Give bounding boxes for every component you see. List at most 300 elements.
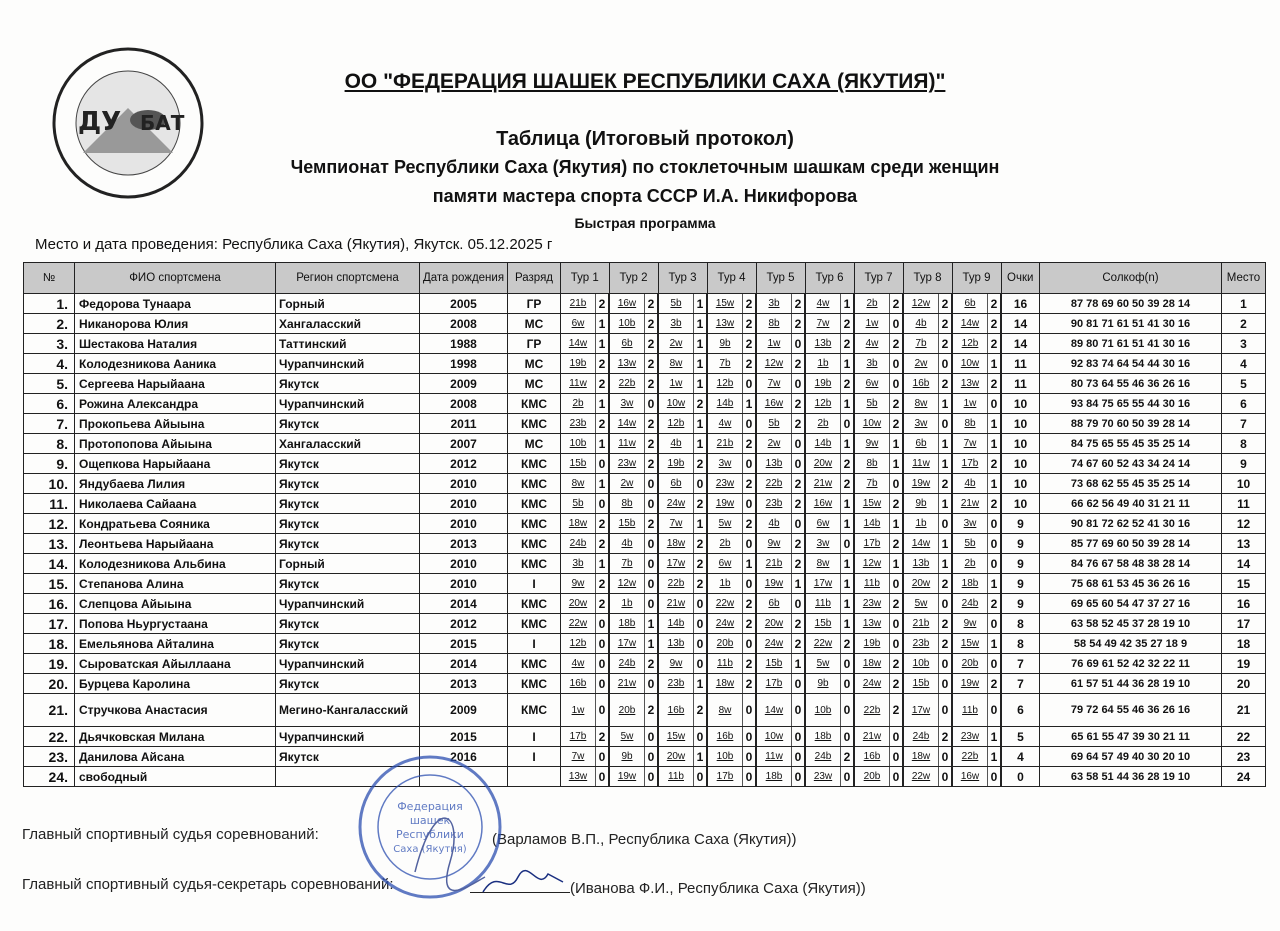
round-points: 2 bbox=[792, 534, 806, 554]
round-opponent: 1b bbox=[805, 354, 841, 374]
birth-year: 1988 bbox=[420, 334, 508, 354]
final-place: 16 bbox=[1222, 594, 1266, 614]
total-points: 14 bbox=[1001, 334, 1040, 354]
player-rank: КМС bbox=[508, 554, 561, 574]
table-row bbox=[24, 314, 1266, 334]
round-opponent: 14b bbox=[854, 514, 890, 534]
round-points: 2 bbox=[743, 674, 757, 694]
player-rank: КМС bbox=[508, 674, 561, 694]
round-points: 2 bbox=[743, 474, 757, 494]
player-number: 2. bbox=[24, 314, 75, 334]
round-opponent: 5w bbox=[707, 514, 743, 534]
player-name: Колодезникова Альбина bbox=[75, 554, 276, 574]
final-place: 14 bbox=[1222, 554, 1266, 574]
round-opponent: 22b bbox=[609, 374, 645, 394]
round-points: 2 bbox=[596, 574, 610, 594]
table-row bbox=[24, 554, 1266, 574]
round-points: 0 bbox=[645, 767, 659, 787]
round-points: 0 bbox=[890, 314, 904, 334]
player-region: Якутск bbox=[276, 514, 420, 534]
round-points: 0 bbox=[890, 354, 904, 374]
player-region: Якутск bbox=[276, 374, 420, 394]
player-number: 20. bbox=[24, 674, 75, 694]
player-region: Якутск bbox=[276, 474, 420, 494]
round-opponent: 19w bbox=[756, 574, 792, 594]
round-opponent: 8b bbox=[756, 314, 792, 334]
round-points: 2 bbox=[890, 594, 904, 614]
round-points: 0 bbox=[792, 727, 806, 747]
table-row bbox=[24, 474, 1266, 494]
round-points: 2 bbox=[939, 474, 953, 494]
round-opponent: 1w bbox=[658, 374, 694, 394]
column-header: Место bbox=[1222, 263, 1266, 294]
round-points: 0 bbox=[841, 414, 855, 434]
round-opponent: 2w bbox=[903, 354, 939, 374]
round-opponent: 3b bbox=[854, 354, 890, 374]
svg-text:Федерация: Федерация bbox=[397, 800, 463, 813]
round-points: 2 bbox=[939, 634, 953, 654]
round-opponent: 13b bbox=[756, 454, 792, 474]
round-points: 0 bbox=[645, 747, 659, 767]
championship-title: Чемпионат Республики Саха (Якутия) по стоклеточным шашкам среди женщин bbox=[290, 157, 1000, 177]
player-region: Хангаласский bbox=[276, 434, 420, 454]
round-points: 2 bbox=[645, 374, 659, 394]
round-points: 1 bbox=[792, 654, 806, 674]
total-points: 10 bbox=[1001, 434, 1040, 454]
round-opponent: 15w bbox=[952, 634, 988, 654]
table-row bbox=[24, 654, 1266, 674]
table-row bbox=[24, 294, 1266, 314]
round-points: 1 bbox=[988, 634, 1002, 654]
final-place: 23 bbox=[1222, 747, 1266, 767]
birth-year: 2010 bbox=[420, 574, 508, 594]
round-points: 0 bbox=[694, 634, 708, 654]
round-opponent: 3w bbox=[952, 514, 988, 534]
table-row bbox=[24, 574, 1266, 594]
secretary-signature bbox=[478, 862, 568, 902]
round-points: 1 bbox=[841, 294, 855, 314]
total-points: 7 bbox=[1001, 674, 1040, 694]
player-name: Стручкова Анастасия bbox=[75, 694, 276, 727]
birth-year: 2007 bbox=[420, 434, 508, 454]
round-opponent: 13b bbox=[658, 634, 694, 654]
round-opponent: 23w bbox=[952, 727, 988, 747]
player-rank: МС bbox=[508, 374, 561, 394]
solkoff-score: 93 84 75 65 55 44 30 16 bbox=[1040, 394, 1222, 414]
round-opponent: 10b bbox=[609, 314, 645, 334]
round-points: 2 bbox=[645, 354, 659, 374]
column-header: Тур 5 bbox=[756, 263, 805, 294]
round-points: 1 bbox=[988, 474, 1002, 494]
player-rank: КМС bbox=[508, 614, 561, 634]
round-opponent: 3w bbox=[707, 454, 743, 474]
round-opponent: 23b bbox=[561, 414, 596, 434]
round-opponent: 20b bbox=[609, 694, 645, 727]
round-points: 1 bbox=[841, 394, 855, 414]
round-opponent: 6b bbox=[609, 334, 645, 354]
total-points: 10 bbox=[1001, 394, 1040, 414]
round-points: 1 bbox=[694, 514, 708, 534]
player-name: Яндубаева Лилия bbox=[75, 474, 276, 494]
birth-year: 2013 bbox=[420, 674, 508, 694]
round-opponent: 18b bbox=[805, 727, 841, 747]
round-points: 2 bbox=[694, 494, 708, 514]
round-opponent: 24b bbox=[609, 654, 645, 674]
table-row bbox=[24, 414, 1266, 434]
round-points: 2 bbox=[841, 374, 855, 394]
round-opponent: 12b bbox=[707, 374, 743, 394]
round-points: 0 bbox=[743, 534, 757, 554]
round-points: 0 bbox=[988, 534, 1002, 554]
player-rank: КМС bbox=[508, 414, 561, 434]
player-rank: КМС bbox=[508, 454, 561, 474]
round-points: 1 bbox=[596, 474, 610, 494]
round-opponent: 12w bbox=[756, 354, 792, 374]
venue-date: Место и дата проведения: Республика Саха (Якутия), Якутск. 05.12.2025 г bbox=[35, 236, 553, 253]
round-opponent: 8w bbox=[805, 554, 841, 574]
round-opponent: 11b bbox=[805, 594, 841, 614]
round-points: 1 bbox=[939, 534, 953, 554]
round-points: 2 bbox=[890, 674, 904, 694]
round-opponent: 11w bbox=[609, 434, 645, 454]
round-points: 2 bbox=[596, 414, 610, 434]
round-opponent: 1b bbox=[707, 574, 743, 594]
round-points: 1 bbox=[841, 354, 855, 374]
round-points: 2 bbox=[596, 594, 610, 614]
round-opponent: 11w bbox=[903, 454, 939, 474]
round-points: 0 bbox=[792, 374, 806, 394]
table-row bbox=[24, 727, 1266, 747]
round-opponent: 15b bbox=[609, 514, 645, 534]
player-region: Чурапчинский bbox=[276, 727, 420, 747]
total-points: 11 bbox=[1001, 374, 1040, 394]
round-opponent: 16b bbox=[854, 747, 890, 767]
final-place: 11 bbox=[1222, 494, 1266, 514]
chief-judge-label: Главный спортивный судья соревнований: bbox=[22, 826, 319, 843]
round-points: 2 bbox=[694, 534, 708, 554]
total-points: 10 bbox=[1001, 494, 1040, 514]
round-points: 2 bbox=[988, 674, 1002, 694]
round-opponent: 15b bbox=[561, 454, 596, 474]
round-opponent: 23b bbox=[903, 634, 939, 654]
final-place: 20 bbox=[1222, 674, 1266, 694]
round-points: 0 bbox=[645, 474, 659, 494]
round-opponent: 22b bbox=[854, 694, 890, 727]
round-opponent: 3w bbox=[609, 394, 645, 414]
round-opponent: 7w bbox=[805, 314, 841, 334]
round-opponent: 11b bbox=[854, 574, 890, 594]
solkoff-score: 63 58 52 45 37 28 19 10 bbox=[1040, 614, 1222, 634]
svg-text:Республики: Республики bbox=[396, 828, 464, 841]
table-row bbox=[24, 394, 1266, 414]
round-opponent: 1b bbox=[903, 514, 939, 534]
round-opponent: 22w bbox=[903, 767, 939, 787]
round-points: 2 bbox=[645, 694, 659, 727]
round-points: 1 bbox=[596, 314, 610, 334]
round-points: 2 bbox=[792, 354, 806, 374]
round-opponent: 1w bbox=[952, 394, 988, 414]
round-points: 2 bbox=[890, 494, 904, 514]
column-header: № bbox=[24, 263, 75, 294]
round-points: 1 bbox=[743, 394, 757, 414]
round-opponent: 17b bbox=[952, 454, 988, 474]
player-number: 21. bbox=[24, 694, 75, 727]
round-points: 2 bbox=[988, 594, 1002, 614]
round-opponent: 9w bbox=[952, 614, 988, 634]
round-points: 2 bbox=[792, 554, 806, 574]
player-number: 8. bbox=[24, 434, 75, 454]
round-points: 0 bbox=[596, 454, 610, 474]
round-opponent: 22w bbox=[707, 594, 743, 614]
table-row bbox=[24, 767, 1266, 787]
round-points: 2 bbox=[596, 294, 610, 314]
solkoff-score: 76 69 61 52 42 32 22 11 bbox=[1040, 654, 1222, 674]
final-place: 7 bbox=[1222, 414, 1266, 434]
round-opponent: 21b bbox=[903, 614, 939, 634]
round-opponent: 12w bbox=[903, 294, 939, 314]
round-opponent: 15w bbox=[658, 727, 694, 747]
round-points: 1 bbox=[988, 574, 1002, 594]
round-opponent: 20w bbox=[903, 574, 939, 594]
svg-text:Саха (Якутия): Саха (Якутия) bbox=[393, 844, 467, 855]
round-opponent: 13w bbox=[609, 354, 645, 374]
round-points: 1 bbox=[988, 354, 1002, 374]
player-number: 15. bbox=[24, 574, 75, 594]
round-opponent: 8b bbox=[609, 494, 645, 514]
round-opponent: 14w bbox=[903, 534, 939, 554]
round-opponent: 15b bbox=[805, 614, 841, 634]
round-opponent: 5b bbox=[854, 394, 890, 414]
round-points: 0 bbox=[841, 654, 855, 674]
round-points: 2 bbox=[743, 334, 757, 354]
round-points: 2 bbox=[743, 654, 757, 674]
round-opponent: 15w bbox=[707, 294, 743, 314]
round-points: 0 bbox=[988, 514, 1002, 534]
round-opponent: 21w bbox=[609, 674, 645, 694]
round-opponent: 16b bbox=[561, 674, 596, 694]
round-points: 1 bbox=[694, 314, 708, 334]
round-opponent: 12w bbox=[854, 554, 890, 574]
total-points: 14 bbox=[1001, 314, 1040, 334]
round-opponent: 9b bbox=[903, 494, 939, 514]
player-rank: I bbox=[508, 747, 561, 767]
round-opponent: 23b bbox=[756, 494, 792, 514]
program-label: Быстрая программа bbox=[574, 215, 716, 231]
round-points: 0 bbox=[939, 674, 953, 694]
round-points: 0 bbox=[792, 694, 806, 727]
round-opponent: 20w bbox=[805, 454, 841, 474]
round-opponent: 20b bbox=[952, 654, 988, 674]
round-points: 0 bbox=[743, 694, 757, 727]
round-points: 1 bbox=[596, 334, 610, 354]
round-opponent: 10w bbox=[756, 727, 792, 747]
player-name: Емельянова Айталина bbox=[75, 634, 276, 654]
round-points: 2 bbox=[841, 454, 855, 474]
solkoff-score: 84 76 67 58 48 38 28 14 bbox=[1040, 554, 1222, 574]
total-points: 9 bbox=[1001, 534, 1040, 554]
table-row bbox=[24, 514, 1266, 534]
round-opponent: 7b bbox=[854, 474, 890, 494]
round-points: 0 bbox=[939, 747, 953, 767]
table-row bbox=[24, 454, 1266, 474]
birth-year: 2014 bbox=[420, 594, 508, 614]
solkoff-score: 80 73 64 55 46 36 26 16 bbox=[1040, 374, 1222, 394]
round-points: 0 bbox=[645, 554, 659, 574]
table-row bbox=[24, 354, 1266, 374]
round-points: 0 bbox=[841, 727, 855, 747]
round-points: 1 bbox=[694, 747, 708, 767]
round-opponent: 9w bbox=[854, 434, 890, 454]
round-points: 1 bbox=[890, 554, 904, 574]
round-points: 0 bbox=[743, 574, 757, 594]
total-points: 5 bbox=[1001, 727, 1040, 747]
round-points: 1 bbox=[694, 674, 708, 694]
round-opponent: 21b bbox=[561, 294, 596, 314]
player-rank: КМС bbox=[508, 594, 561, 614]
round-points: 2 bbox=[890, 394, 904, 414]
total-points: 9 bbox=[1001, 514, 1040, 534]
round-opponent: 1w bbox=[854, 314, 890, 334]
table-row bbox=[24, 614, 1266, 634]
player-name: Шестакова Наталия bbox=[75, 334, 276, 354]
round-opponent: 10w bbox=[658, 394, 694, 414]
round-opponent: 18b bbox=[952, 574, 988, 594]
round-opponent: 19w bbox=[903, 474, 939, 494]
round-points: 2 bbox=[645, 434, 659, 454]
solkoff-score: 90 81 71 61 51 41 30 16 bbox=[1040, 314, 1222, 334]
total-points: 10 bbox=[1001, 454, 1040, 474]
round-points: 2 bbox=[890, 294, 904, 314]
round-opponent: 13w bbox=[561, 767, 596, 787]
round-opponent: 21w bbox=[952, 494, 988, 514]
round-opponent: 22b bbox=[952, 747, 988, 767]
round-opponent: 19w bbox=[952, 674, 988, 694]
round-opponent: 22w bbox=[805, 634, 841, 654]
round-opponent: 12b bbox=[952, 334, 988, 354]
birth-year: 1998 bbox=[420, 354, 508, 374]
round-opponent: 20w bbox=[658, 747, 694, 767]
round-opponent: 2w bbox=[756, 434, 792, 454]
player-rank: I bbox=[508, 727, 561, 747]
player-region: Чурапчинский bbox=[276, 654, 420, 674]
birth-year: 2010 bbox=[420, 494, 508, 514]
round-points: 1 bbox=[890, 434, 904, 454]
document-title: Таблица (Итоговый протокол) bbox=[496, 128, 794, 150]
column-header: Тур 1 bbox=[561, 263, 610, 294]
final-place: 1 bbox=[1222, 294, 1266, 314]
round-opponent: 23w bbox=[854, 594, 890, 614]
round-opponent: 6w bbox=[561, 314, 596, 334]
round-points: 0 bbox=[694, 614, 708, 634]
round-opponent: 10b bbox=[903, 654, 939, 674]
round-points: 2 bbox=[645, 514, 659, 534]
round-opponent: 17w bbox=[805, 574, 841, 594]
round-points: 2 bbox=[694, 694, 708, 727]
round-points: 2 bbox=[988, 334, 1002, 354]
round-points: 2 bbox=[743, 594, 757, 614]
player-region: Хангаласский bbox=[276, 314, 420, 334]
round-points: 2 bbox=[694, 554, 708, 574]
solkoff-score: 89 80 71 61 51 41 30 16 bbox=[1040, 334, 1222, 354]
solkoff-score: 85 77 69 60 50 39 28 14 bbox=[1040, 534, 1222, 554]
round-opponent: 21b bbox=[756, 554, 792, 574]
round-points: 0 bbox=[939, 354, 953, 374]
player-rank: КМС bbox=[508, 474, 561, 494]
round-points: 2 bbox=[939, 294, 953, 314]
birth-year: 2015 bbox=[420, 634, 508, 654]
round-opponent: 10w bbox=[854, 414, 890, 434]
player-name: Никанорова Юлия bbox=[75, 314, 276, 334]
round-opponent: 16w bbox=[756, 394, 792, 414]
round-points: 2 bbox=[792, 634, 806, 654]
round-points: 1 bbox=[939, 494, 953, 514]
round-points: 2 bbox=[988, 374, 1002, 394]
round-opponent: 11w bbox=[756, 747, 792, 767]
round-points: 0 bbox=[596, 674, 610, 694]
round-points: 1 bbox=[890, 514, 904, 534]
round-opponent: 4w bbox=[805, 294, 841, 314]
round-points: 1 bbox=[939, 394, 953, 414]
round-opponent: 24w bbox=[707, 614, 743, 634]
round-points: 2 bbox=[841, 334, 855, 354]
round-points: 1 bbox=[694, 294, 708, 314]
round-opponent: 10b bbox=[707, 747, 743, 767]
round-points: 0 bbox=[596, 494, 610, 514]
round-points: 1 bbox=[694, 374, 708, 394]
round-opponent: 3b bbox=[756, 294, 792, 314]
player-rank: КМС bbox=[508, 694, 561, 727]
round-opponent: 18b bbox=[756, 767, 792, 787]
round-opponent: 22w bbox=[561, 614, 596, 634]
round-points: 0 bbox=[645, 494, 659, 514]
round-points: 0 bbox=[939, 414, 953, 434]
round-points: 0 bbox=[890, 374, 904, 394]
round-points: 1 bbox=[645, 614, 659, 634]
round-opponent: 3w bbox=[903, 414, 939, 434]
column-header: Очки bbox=[1001, 263, 1040, 294]
column-header: Тур 2 bbox=[609, 263, 658, 294]
round-opponent: 18w bbox=[561, 514, 596, 534]
round-opponent: 8w bbox=[903, 394, 939, 414]
round-opponent: 14w bbox=[561, 334, 596, 354]
round-points: 2 bbox=[841, 474, 855, 494]
player-rank: I bbox=[508, 574, 561, 594]
column-header: ФИО спортсмена bbox=[75, 263, 276, 294]
round-points: 0 bbox=[988, 694, 1002, 727]
round-opponent: 24w bbox=[854, 674, 890, 694]
round-points: 0 bbox=[792, 767, 806, 787]
round-points: 1 bbox=[841, 554, 855, 574]
round-points: 2 bbox=[743, 514, 757, 534]
total-points: 9 bbox=[1001, 554, 1040, 574]
solkoff-score: 69 65 60 54 47 37 27 16 bbox=[1040, 594, 1222, 614]
round-points: 0 bbox=[890, 634, 904, 654]
round-points: 0 bbox=[841, 674, 855, 694]
round-points: 0 bbox=[939, 767, 953, 787]
birth-year: 2012 bbox=[420, 614, 508, 634]
round-points: 2 bbox=[890, 654, 904, 674]
round-opponent: 10b bbox=[805, 694, 841, 727]
player-region: Чурапчинский bbox=[276, 394, 420, 414]
round-opponent: 4b bbox=[952, 474, 988, 494]
player-name: Степанова Алина bbox=[75, 574, 276, 594]
round-points: 2 bbox=[645, 294, 659, 314]
round-opponent: 2w bbox=[658, 334, 694, 354]
round-points: 1 bbox=[841, 614, 855, 634]
player-rank: КМС bbox=[508, 494, 561, 514]
round-opponent: 16b bbox=[903, 374, 939, 394]
round-points: 0 bbox=[694, 654, 708, 674]
